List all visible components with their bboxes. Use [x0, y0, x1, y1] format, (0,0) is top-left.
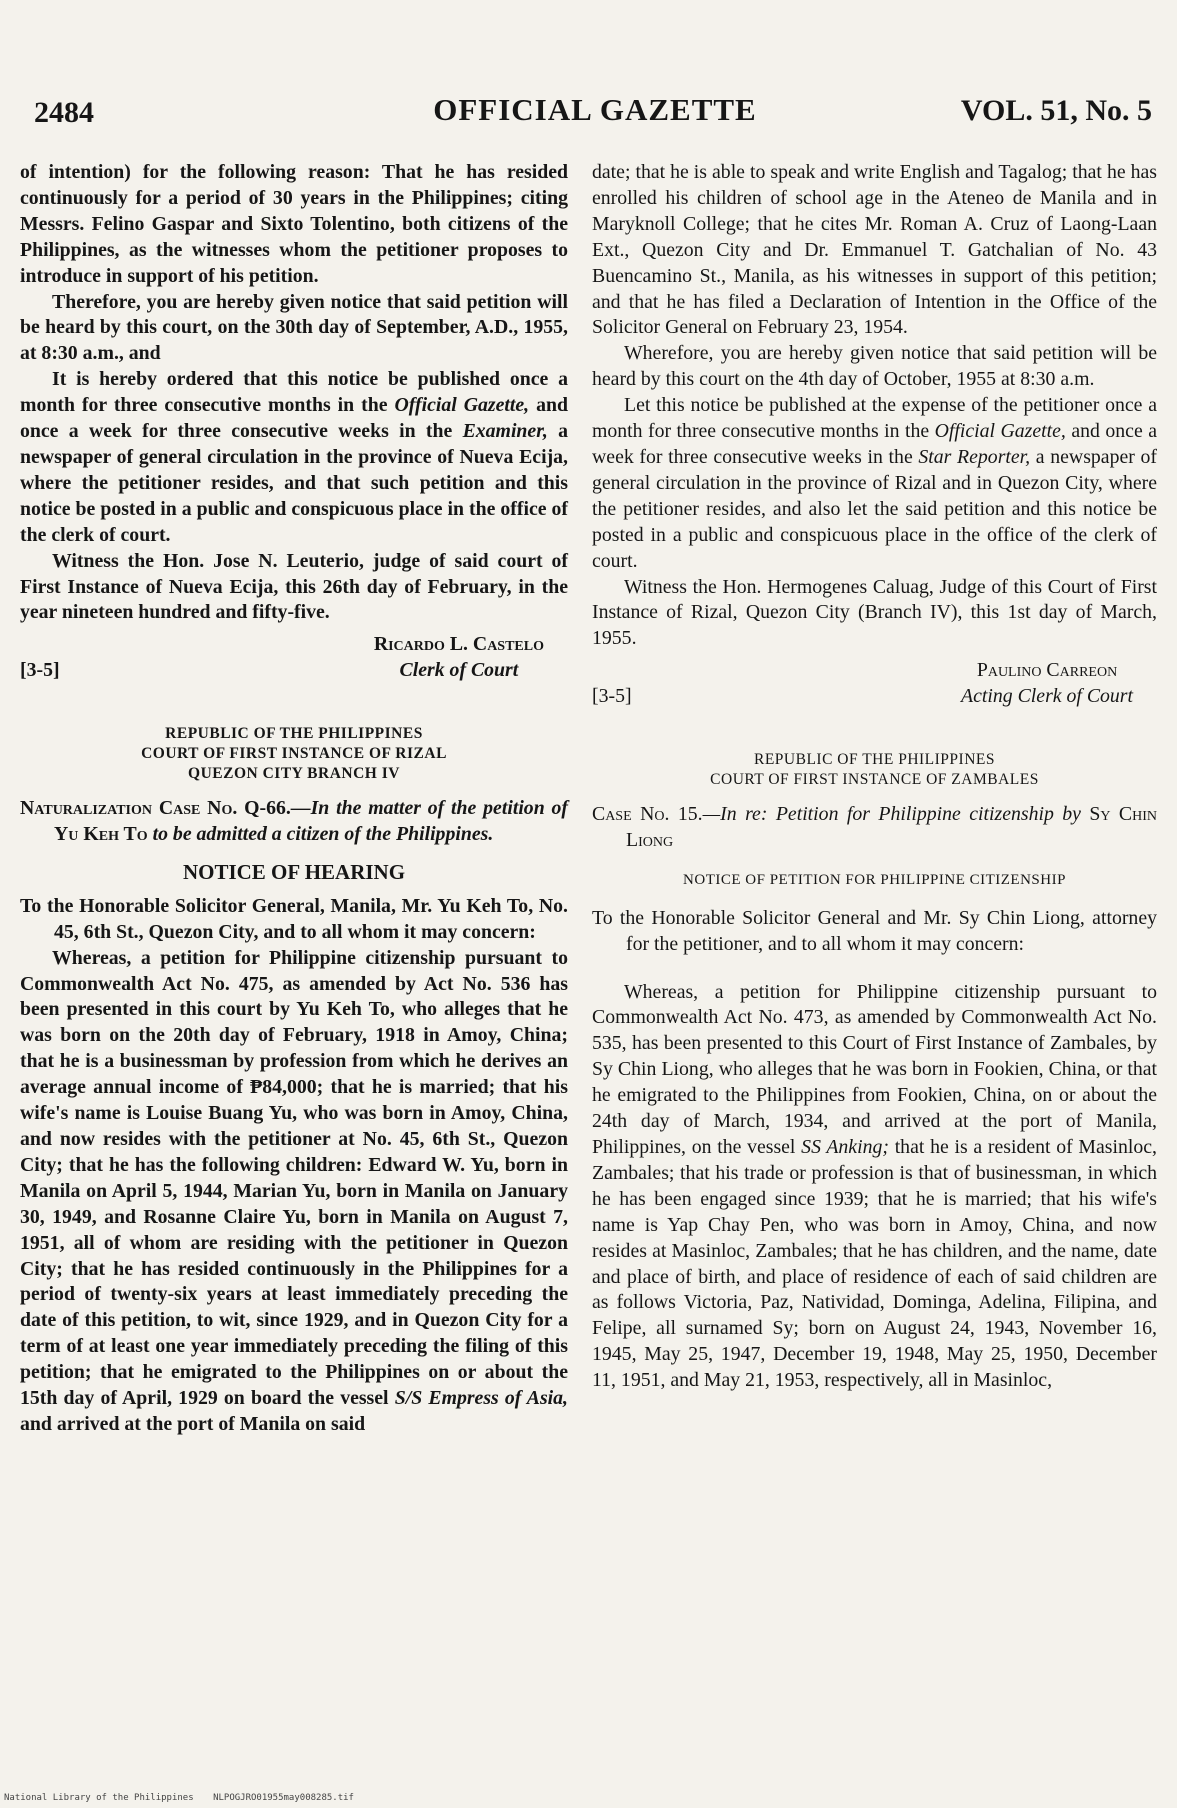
publication-name: Star Reporter, [918, 445, 1031, 468]
vessel-name: S/S Empress of Asia, [394, 1387, 569, 1410]
signatory [374, 632, 544, 684]
signatory-role: Acting Clerk of Court [961, 685, 1133, 708]
text-run: to be admitted a citizen of the Philippines. [152, 823, 494, 846]
publication-name: Official Gazette, [934, 420, 1066, 443]
court-heading [20, 724, 568, 784]
publication-title: OFFICIAL GAZETTE [433, 92, 757, 127]
page-number: 2484 [34, 96, 94, 129]
text-run: a newspaper of general circulation in the province of Nueva Ecija, where the petitioner resides, and that such petition and this notice be posted in a public and conspicuous place in the office of the clerk of court. [20, 420, 568, 546]
text-run: It is hereby ordered that this notice be published once a month for three consecutive months in the [20, 368, 568, 417]
signature-block [20, 632, 568, 684]
scan-footer [4, 1793, 368, 1803]
volume-label: VOL. 51, No. 5 [960, 94, 1152, 127]
text-run: and arrived at the port of Manila on said [20, 1412, 366, 1435]
paragraph: Wherefore, you are hereby given notice that said petition will be heard by this court on the 4th day of October, 1955 at 8:30 a.m. [592, 342, 1157, 391]
left-column [20, 160, 568, 1438]
case-label: Case No. 15. [592, 803, 703, 826]
paragraph [20, 946, 568, 1438]
text-run: —In re: Petition for Philippine citizenship by [702, 803, 1081, 826]
text-run: and once a week for three consecutive weeks in the [20, 394, 569, 443]
vessel-name: SS Anking; [801, 1136, 889, 1158]
reference-number: [3-5] [20, 659, 60, 682]
paragraph: Therefore, you are hereby given notice that said petition will be heard by this court, on the 30th day of September, A.D., 1955, at 8:30 a.m., and [20, 290, 568, 365]
notice-title: NOTICE OF HEARING [182, 859, 406, 884]
paragraph [20, 367, 568, 548]
publication-name: Official Gazette, [394, 394, 530, 417]
paragraph [592, 393, 1157, 574]
notice-title: NOTICE OF PETITION FOR PHILIPPINE CITIZENSHIP [683, 871, 1066, 888]
text-run: —In the matter of the petition of [290, 797, 568, 820]
text-run: that he is a resident of Masinloc, Zambales; that his trade or profession is that of businessman, in which he has been engaged since 1939; that he is married; that his wife's name is Yap Chay Pen, who was born in Amoy, China, and now resides at Masinloc, Zambales; that he has children, and the name, date and place of birth, and place of residence of each of said children are as follows Victoria, Paz, Natividad, Dominga, Adelina, Filipina, and Felipe, all surnamed Sy; born on August 24, 1943, November 16, 1945, May 25, 1947, December 19, 1948, May 25, 1950, December 11, 1951, and May 21, 1953, respectively, all in Masinloc, [592, 1136, 1157, 1392]
case-label: Naturalization Case No. Q-66. [20, 797, 291, 820]
paragraph: Witness the Hon. Jose N. Leuterio, judge of said court of First Instance of Nueva Ecija, this 26th day of February, in the year nineteen hundred and fifty-five. [20, 549, 568, 624]
text-run: Whereas, a petition for Philippine citizenship pursuant to Commonwealth Act No. 473, as amended by Commonwealth Act No. 535, has been presented to this Court of First Instance of Zambales, by Sy Chin Liong, who alleges that he was born in Fookien, China, or that he emigrated to the Philippines from Fookien, China, on or about the 24th day of March, 1934, and arrived at the port of Manila, Philippines, on the vessel [592, 980, 1157, 1158]
signatory-name: Paulino Carreon [976, 659, 1118, 682]
file-name: NLPOGJRO01955may008285.tif [213, 1793, 354, 1803]
court-line: COURT OF FIRST INSTANCE OF ZAMBALES [710, 771, 1039, 789]
case-caption [20, 796, 568, 848]
library-name: National Library of the Philippines [4, 1793, 194, 1803]
court-line: COURT OF FIRST INSTANCE OF RIZAL [141, 745, 447, 763]
text-run: Let this notice be published at the expense of the petitioner once a month for three consecutive months in the [592, 394, 1157, 443]
text-run: Whereas, a petition for Philippine citizenship pursuant to Commonwealth Act No. 475, as amended by Act No. 536 has been presented in this court by Yu Keh To, who alleges that he was born on the 20th day of February, 1918 in Amoy, China; that he is a businessman by profession from which he derives an average annual income of ₱84,000; that he is married; that his wife's name is Louise Buang Yu, who was born in Amoy, China, and now resides with the petitioner at No. 45, 6th St., Quezon City; that he has the following children: Edward W. Yu, born in Manila on April 5, 1944, Marian Yu, born in Manila on January 30, 1949, and Rosanne Claire Yu, born in Manila on August 7, 1951, all of whom are residing with the petitioner in Quezon City; that he has resided continuously in the Philippines for a period of twenty-six years at least immediately preceding the date of this petition, to wit, since 1929, and in Quezon City for a term of at least one year immediately preceding the filing of this petition; that he emigrated to the Philippines on or about the 15th day of April, 1929 on board the vessel [20, 946, 568, 1410]
reference-number: [3-5] [592, 685, 632, 708]
text-run: and once a week for three consecutive weeks in the [592, 420, 1157, 468]
paragraph: of intention) for the following reason: That he has resided continuously for a period of 30 years in the Philippines; citing Messrs. Felino Gaspar and Sixto Tolentino, both citizens of the Philippines, as the witnesses whom the petitioner proposes to introduce in support of his petition. [20, 161, 568, 287]
court-line: QUEZON CITY BRANCH IV [188, 765, 400, 783]
court-heading [592, 750, 1157, 790]
paragraph: date; that he is able to speak and write English and Tagalog; that he has enrolled his children of school age in the Ateneo de Manila and in Maryknoll College; that he cites Mr. Roman A. Cruz of Laong-Laan Ext., Quezon City and Dr. Emmanuel T. Gatchalian of No. 43 Buencamino St., Manila, as his witnesses in support of this petition; and that he has filed a Declaration of Intention in the Office of the Solicitor General on February 23, 1954. [592, 161, 1157, 339]
address-block: To the Honorable Solicitor General and Mr. Sy Chin Liong, attorney for the petitioner, and to all whom it may concern: [592, 906, 1157, 955]
page-header [30, 92, 1160, 132]
petitioner-name: Yu Keh To [54, 823, 148, 846]
case-caption [592, 802, 1157, 854]
signatory-role: Clerk of Court [399, 659, 519, 682]
court-line: REPUBLIC OF THE PHILIPPINES [165, 725, 423, 743]
signatory [961, 658, 1133, 710]
text-run: a newspaper of general circulation in the province of Rizal and in Quezon City, where the petitioner resides, and also let the said petition and this notice be posted in a public and conspicuous place in the office of the clerk of court. [592, 445, 1157, 572]
signature-block [592, 658, 1157, 710]
court-line: REPUBLIC OF THE PHILIPPINES [753, 751, 995, 769]
address-block: To the Honorable Solicitor General, Manila, Mr. Yu Keh To, No. 45, 6th St., Quezon City, and to all whom it may concern: [20, 894, 568, 943]
signatory-name: Ricardo L. Castelo [373, 633, 544, 656]
publication-name: Examiner, [462, 420, 548, 443]
paragraph: Witness the Hon. Hermogenes Caluag, Judge of this Court of First Instance of Rizal, Quezon City (Branch IV), this 1st day of March, 1955. [592, 575, 1157, 650]
right-column [592, 160, 1157, 1394]
petitioner-name: Sy Chin Liong [626, 803, 1158, 851]
paragraph [592, 980, 1157, 1395]
spacer [592, 958, 1157, 980]
